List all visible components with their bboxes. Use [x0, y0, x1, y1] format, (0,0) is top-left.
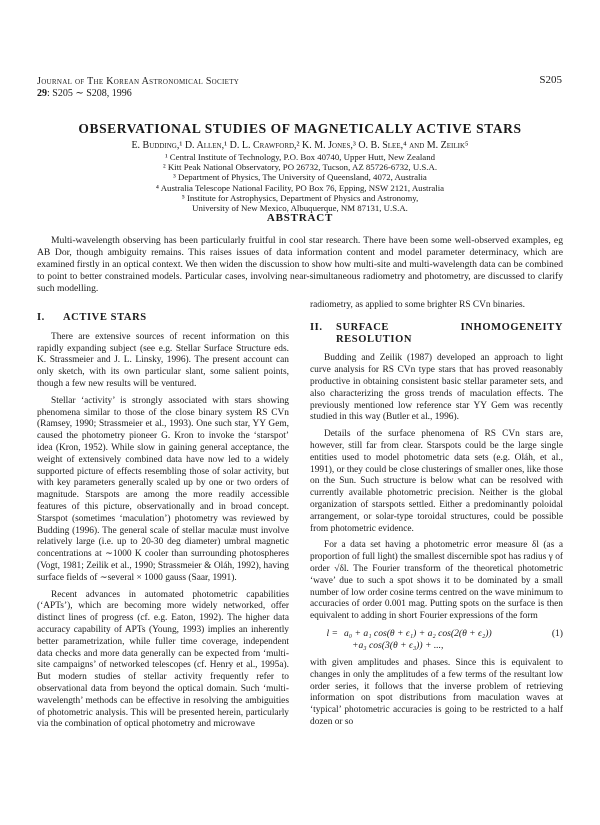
volume-line	[37, 88, 239, 100]
section-1-paragraph-2: Stellar ‘activity’ is strongly associated with stars showing phenomena similar to those of the close binary system RS CVn (Ramsey, 1990; Strassmeier et al., 1993). One such star, YY Gem, caused the photometry pioneer G. Kron to invoke the ‘starspot’ idea (Kron, 1952). While slow in gaining general acceptance, the weight of extensively combined data have now led to a widely supported picture of effects resembling those of solar activity, but with key parameters generally scaled up by one or two orders of magnitude. Starspots are among the more readily accessible features of this picture, observationally and in broad concept. Starspot (sometimes ‘maculation’) photometry was reviewed by Budding (1996). The general scale of stellar maculæ must involve relatively large (i.e. up to 20-30 deg diameter) umbral magnetic concentrations at ∼1000 K cooler than surrounding photospheres (Vogt, 1981; Zeilik et al., 1990; Strassmeier & Oláh, 1992), having surface fields of ∼several × 1000 gauss (Saar, 1991).	[37, 395, 289, 583]
equation-number: (1)	[551, 627, 563, 639]
page-number: S205	[539, 74, 562, 86]
right-column	[310, 300, 563, 734]
page-range: : S205 ∼ S208, 1996	[47, 88, 132, 99]
affiliation-5: ⁵ Institute for Astrophysics, Department of Physics and Astronomy,	[181, 192, 419, 203]
volume-number: 29	[37, 88, 47, 99]
author-list: E. Budding,¹ D. Allen,¹ D. L. Crawford,² K. M. Jones,³ O. B. Slee,⁴ and M. Zeilik⁵	[131, 140, 469, 151]
affiliation-1: ¹ Central Institute of Technology, P.O. Box 40740, Upper Hutt, New Zealand	[164, 152, 436, 162]
section-2-heading	[310, 322, 563, 346]
section-1-heading	[37, 312, 289, 324]
equation-lhs: l =	[326, 627, 338, 639]
equation-line-1: a₀ + a₁ cos(θ + ϵ₁) + a₂ cos(2(θ + ϵ₂))	[344, 627, 492, 639]
section-2-title: SURFACE INHOMOGENEITY RESOLUTION	[336, 321, 563, 345]
section-2-number: II.	[310, 321, 323, 333]
affiliation-3: ³ Department of Physics, The University of Queensland, 4072, Australia	[173, 172, 427, 183]
journal-header	[37, 76, 239, 100]
section-1-number: I.	[37, 312, 45, 323]
affiliation-2: ² Kitt Peak National Observatory, PO 26732, Tucson, AZ 85726-6732, U.S.A.	[162, 162, 438, 173]
section-1-paragraph-1: There are extensive sources of recent information on this rapidly expanding subject (see e.g. Stellar Surface Structure eds. K. Strassmeier and J. L. Linsky, 1996). The present account can only sketch, with its own particular slant, some salient points, though a few new results will be ventured.	[37, 331, 289, 389]
affiliation-5-cont: University of New Mexico, Albuquerque, NM 87131, U.S.A.	[192, 203, 408, 214]
section-1-title: ACTIVE STARS	[63, 312, 147, 323]
affiliation-4: ⁴ Australia Telescope National Facility, PO Box 76, Epping, NSW 2121, Australia	[155, 182, 445, 193]
section-1-continuation: radiometry, as applied to some brighter RS CVn binaries.	[310, 300, 525, 310]
paper-title: OBSERVATIONAL STUDIES OF MAGNETICALLY ACTIVE STARS	[78, 121, 522, 136]
equation-line-2: +a₃ cos(3(θ + ϵ₃)) + ...,	[352, 639, 444, 651]
section-1-paragraph-3: Recent advances in automated photometric capabilities (‘APTs’), which are becoming more widely networked, offer distinct lines of progress (cf. e.g. Eaton, 1992). The higher data accuracy capability of APTs (Young, 1993) implies an inherently better parametrization, while fuller time coverage, independent data checks and more data generally can be expected from ‘multi-site campaigns’ of networked telescopes (cf. Henry et al., 1995a). But modern studies of stellar activity frequently refer to observational data from beyond the optical domain. Such ‘multi-wavelength’ methods can be effective in resolving the ambiguities of photometric analysis. This will be presented herein, particularly via the combination of optical photometry and microwave	[37, 589, 289, 730]
section-2-paragraph-1: Budding and Zeilik (1987) developed an approach to light curve analysis for RS CVn type stars that has proved reasonably productive in obtaining consistent basic stellar parameter sets, and also characterizing the gross trends of maculation effects. The previously mentioned low reference star YY Gem was recently studied in this way (Butler et al., 1996).	[310, 353, 563, 423]
section-2-paragraph-2: Details of the surface phenomena of RS CVn stars are, however, still far from clear. Starspots could be the large single entities used to model photometric data sets (e.g. Oláh, et al., 1991), or they could be close clusterings of smaller ones, like those on the Sun. Such structure is below what can be resolved with currently available photometric precision. Neither is the global organization of starspots settled. Either a predominantly poloidal arrangement, or solar-type toroidal structures, could be possible from photometric evidence.	[310, 429, 563, 534]
section-2-paragraph-3: For a data set having a photometric error measure δl (as a proportion of full light) the smallest discernible spot has radius γ of order √δl. The Fourier transform of the theoretical photometric ‘wave’ due to such a spot shows it to be dominated by a small number of low order cosine terms centred on the wave minimum to accuracies of order 0.001 mag. Putting spots on the surface is then equivalent to adding in short Fourier expressions of the form	[310, 540, 563, 622]
journal-name: Journal of The Korean Astronomical Society	[37, 76, 240, 87]
section-2-paragraph-4: with given amplitudes and phases. Since this is equivalent to changes in only the amplitudes of a few terms of the resultant low order series, it follows that the inverse problem of retrieving information on spot distributions from maculation waves at ‘typical’ photometric accuracies is going to be restricted to a half dozen or so	[310, 657, 563, 727]
abstract-heading: ABSTRACT	[266, 212, 334, 224]
left-column	[37, 302, 289, 736]
abstract-text: Multi-wavelength observing has been particularly fruitful in cool star research. There have been some well-observed examples, eg AB Dor, though ambiguity remains. This raises issues of data information content and model parameter determinacy, which are examined firstly in an optical context. We then widen the discussion to show how multi-site and multi-wavelength data can be combined to point to better constrained models. Particular cases, involving near-simultaneous radiometry and photometry, are discussed to clarify such modelling.	[37, 235, 563, 294]
affiliations	[0, 152, 600, 213]
equation-rhs	[344, 628, 543, 652]
equation-1	[310, 628, 563, 652]
